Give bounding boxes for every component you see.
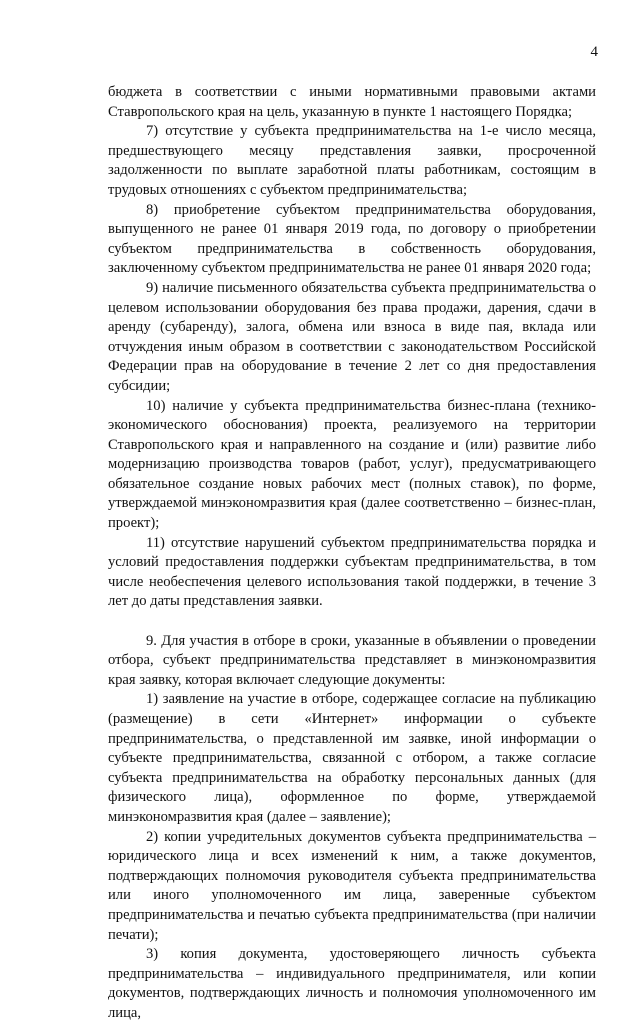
- paragraph: 1) заявление на участие в отборе, содержащее согласие на публикацию (размещение) в сети «Интернет» информации о субъекте предпринимательства, о представленной им заявке, иной информации о субъекте предпринимательства, связанной с отбором, а также согласие субъекта предпринимательства на обработку персональных данных (для физического лица), оформленное по форме, утверждаемой минэкономразвития края (далее – заявление);: [108, 691, 596, 825]
- paragraph: 3) копия документа, удостоверяющего личность субъекта предпринимательства – индивидуального предпринимателя, или копии документов, подтверждающих личность и полномочия уполномоченного им лица,: [108, 946, 596, 1021]
- paragraph: 7) отсутствие у субъекта предпринимательства на 1-е число месяца, предшествующего месяцу представления заявки, просроченной задолженности по выплате заработной платы работникам, состоящим в трудовых отношениях с субъектом предпринимательства;: [108, 123, 596, 198]
- paragraph: 10) наличие у субъекта предпринимательства бизнес-плана (технико-экономического обоснования) проекта, реализуемого на территории Ставропольского края и направленного на создание и (или) развитие либо модернизацию производства товаров (работ, услуг), предусматривающего обязательное создание новых рабочих мест (полных ставок), по форме, утверждаемой минэкономразвития края (далее соответственно – бизнес-план, проект);: [108, 397, 596, 532]
- paragraph: 9. Для участия в отборе в сроки, указанные в объявлении о проведении отбора, субъект предпринимательства представляет в минэкономразвития края заявку, которая включает следующие документы:: [108, 632, 596, 688]
- paragraph: 9) наличие письменного обязательства субъекта предпринимательства о целевом использовании оборудования без права продажи, дарения, сдачи в аренду (субаренду), залога, обмена или взноса в виде пая, вклада или отчуждения иным образом в соответствии с законодательством Российской Федерации прав на оборудование в течение 2 лет со дня предоставления субсидии;: [108, 279, 596, 394]
- paragraph: 8) приобретение субъектом предпринимательства оборудования, выпущенного не ранее 01 января 2019 года, по договору о приобретении субъектом предпринимательства в собственность оборудования, заключенному субъектом предпринимательства не ранее 01 января 2020 года;: [108, 201, 596, 277]
- document-body: [108, 83, 596, 1024]
- page-number: 4: [590, 44, 598, 60]
- paragraph: 2) копии учредительных документов субъекта предпринимательства – юридического лица и всех изменений к ним, а также документов, подтверждающих полномочия руководителя субъекта предпринимательства или иного уполномоченного им лица, заверенные субъектом предпринимательства и печатью субъекта предпринимательства (при наличии печати);: [108, 828, 596, 943]
- paragraph: бюджета в соответствии с иными нормативными правовыми актами Ставропольского края на цель, указанную в пункте 1 настоящего Порядка;: [108, 84, 596, 120]
- paragraph: 11) отсутствие нарушений субъектом предпринимательства порядка и условий предоставления поддержки субъектам предпринимательства, в том числе необеспечения целевого использования такой поддержки, в течение 3 лет до даты представления заявки.: [108, 534, 596, 610]
